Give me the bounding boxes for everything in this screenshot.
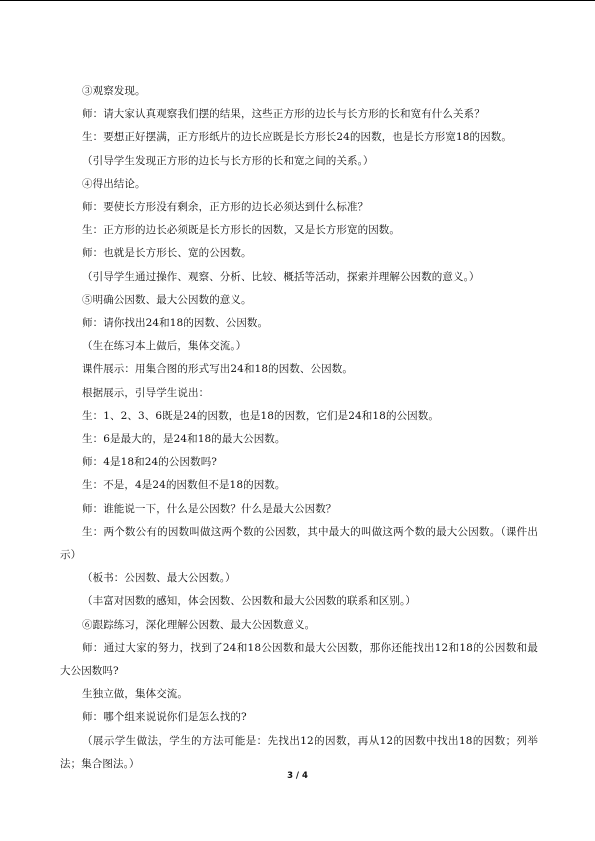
student-line: 生：要想正好摆满，正方形纸片的边长应既是长方形长24的因数，也是长方形宽18的因数。 [82,131,512,144]
student-line: 生：正方形的边长必须既是长方形长的因数，又是长方形宽的因数。 [82,224,400,237]
student-line: 生：不是，4是24的因数但不是18的因数。 [82,479,286,492]
teacher-line: 师：请大家认真观察我们摆的结果，这些正方形的边长与长方形的长和宽有什么关系？ [82,108,485,121]
student-line: 生独立做，集体交流。 [82,688,188,701]
teacher-line: 师：通过大家的努力，找到了24和18公因数和最大公因数，那你还能找出12和18的公因数和最大公因数吗? [60,641,538,678]
note-line: （引导学生通过操作、观察、分析、比较、概括等活动，探索并理解公因数的意义。） [82,270,480,283]
document-body [60,80,538,776]
teacher-line: 师：谁能说一下，什么是公因数？什么是最大公因数？ [82,502,337,515]
note-line: （引导学生发现正方形的边长与长方形的长和宽之间的关系。） [82,154,374,167]
teacher-line: 师：4是18和24的公因数吗? [82,456,218,469]
note-line: （板书：公因数、最大公因数。） [82,572,236,585]
student-line: 生：两个数公有的因数叫做这两个数的公因数，其中最大的叫做这两个数的最大公因数。（课件出示） [60,525,538,562]
header-rule [0,0,595,1]
step-heading: ④得出结论。 [82,177,146,190]
note-line: （生在练习本上做后，集体交流。） [82,340,247,353]
step-heading: ⑥跟踪练习，深化理解公因数、最大公因数意义。 [82,618,316,631]
page-number: 3 / 4 [287,771,308,781]
note-line: （丰富对因数的感知，体会因数、公因数和最大公因数的联系和区别。） [82,595,416,608]
step-heading: ⑤明确公因数、最大公因数的意义。 [82,293,252,306]
note-line: （展示学生做法，学生的方法可能是：先找出12的因数，再从12的因数中找出18的因数；列举法；集合图法。） [60,734,538,770]
courseware-line: 课件展示：用集合图的形式写出24和18的因数、公因数。 [82,363,353,376]
guide-line: 根据展示，引导学生说出： [82,386,210,399]
student-line: 生：1、2、3、6既是24的因数，也是18的因数，它们是24和18的公因数。 [82,409,439,422]
step-heading: ③观察发现。 [82,85,146,97]
teacher-line: 师：也就是长方形长、宽的公因数。 [82,247,252,260]
teacher-line: 师：请你找出24和18的因数、公因数。 [82,317,269,330]
student-line: 生：6是最大的，是24和18的最大公因数。 [82,433,286,446]
teacher-line: 师：要使长方形没有剩余，正方形的边长必须达到什么标准？ [82,201,369,214]
teacher-line: 师：哪个组来说说你们是怎么找的? [82,711,247,724]
